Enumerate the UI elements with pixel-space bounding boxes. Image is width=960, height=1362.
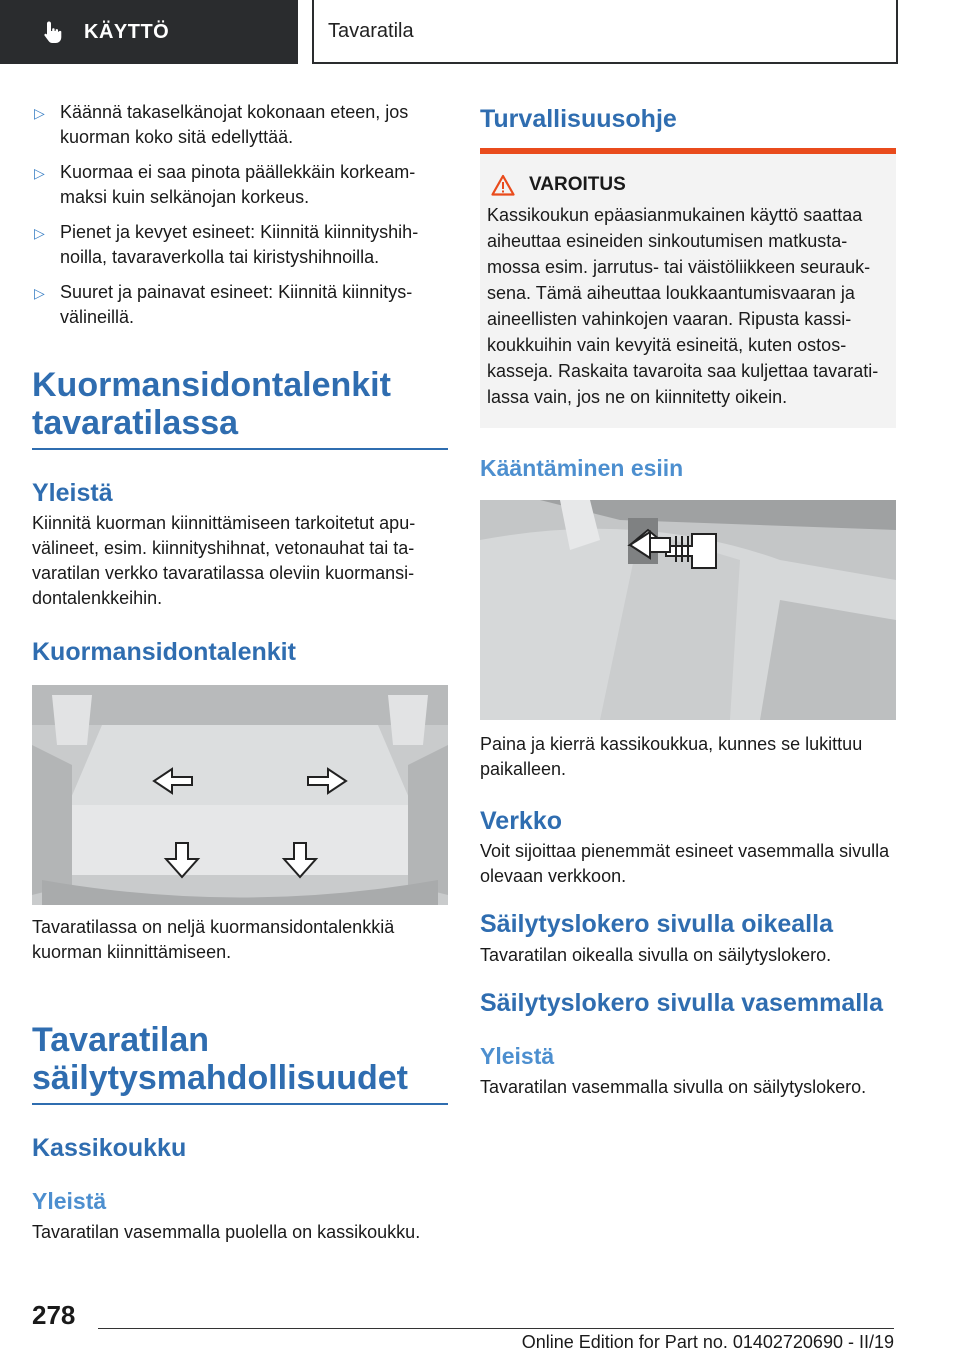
warning-title: VAROITUS <box>529 174 626 195</box>
fold-out-text: Paina ja kierrä kassikoukkua, kunnes se lukittuu paikalleen. <box>480 734 863 779</box>
warning-triangle-icon <box>491 174 515 196</box>
right-column <box>480 100 896 1100</box>
heading-general-storage: Yleistä <box>480 1043 555 1069</box>
heading-general: Yleistä <box>32 479 113 507</box>
heading-bag-hook: Kassikoukku <box>32 1134 187 1162</box>
heading-lashing-eyes: Kuormansidontalenkit tavaratilassa <box>32 366 448 450</box>
list-item: ▷ Käännä takaselkänojat kokonaan eteen, jos kuorman koko sitä edellyttää. <box>34 102 409 147</box>
heading-safety: Turvallisuusohje <box>480 105 677 133</box>
triangle-bullet-icon: ▷ <box>34 285 45 301</box>
page-number: 278 <box>32 1300 76 1330</box>
triangle-bullet-icon: ▷ <box>34 225 45 241</box>
hook-text: Tavaratilan vasemmalla puolella on kassikoukku. <box>32 1222 421 1242</box>
warning-header <box>487 174 888 196</box>
heading-net: Verkko <box>480 807 563 835</box>
heading-fold-out: Kääntäminen esiin <box>480 455 684 481</box>
footer-divider <box>98 1328 894 1329</box>
heading-lashing: Kuormansidontalenkit <box>32 638 296 666</box>
triangle-bullet-icon: ▷ <box>34 165 45 181</box>
left-column <box>32 100 448 1245</box>
bag-hook-image <box>480 500 896 720</box>
storage-left-text: Tavaratilan vasemmalla sivulla on säilytyslokero. <box>480 1077 867 1097</box>
list-item: ▷ Kuormaa ei saa pinota päällekkäin korkeammaksi kuin selkänojan korkeus. <box>34 162 416 207</box>
chapter-label: KÄYTTÖ <box>84 20 170 43</box>
image-caption: Tavaratilassa on neljä kuormansidontalenkkiä kuorman kiinnittämiseen. <box>32 917 395 962</box>
list-item: ▷ Suuret ja painavat esineet: Kiinnitä kiinnitysvälineillä. <box>34 282 413 327</box>
heading-storage-options: Tavaratilan säilytysmahdollisuudet <box>32 1021 448 1105</box>
heading-storage-right: Säilytyslokero sivulla oikealla <box>480 910 833 938</box>
net-text: Voit sijoittaa pienemmät esineet vasemmalla sivulla olevaan verkkoon. <box>480 841 890 886</box>
trunk-lashing-image <box>32 685 448 905</box>
heading-storage-left: Säilytyslokero sivulla vasemmalla <box>480 989 884 1017</box>
edition-text: Online Edition for Part no. 01402720690 - II/19 <box>521 1332 894 1352</box>
chapter-tab <box>0 0 298 64</box>
storage-right-text: Tavaratilan oikealla sivulla on säilytyslokero. <box>480 945 832 965</box>
bullet-list <box>32 100 448 330</box>
warning-text: Kassikoukun epäasianmukainen käyttö saattaa aiheuttaa esineiden sinkoutumisen matkustamossa esim. jarrutus- tai väistöliikkeen seurauksena. Tämä aiheuttaa loukkaantumisvaaran ja aineellisten vahinkojen vaaran. Ripusta kassikoukkuihin vain kevyitä esineitä, kuten ostoskasseja. Raskaita tavaroita saa kuljettaa tavaratilassa vain, jos ne on kiinnitetty oikein. <box>487 205 879 407</box>
triangle-bullet-icon: ▷ <box>34 105 45 121</box>
list-item: ▷ Pienet ja kevyet esineet: Kiinnitä kiinnityshihnoilla, tavaraverkolla tai kiristyshihnoilla. <box>34 222 419 267</box>
warning-box <box>480 148 896 428</box>
section-header <box>312 0 898 64</box>
general-text: Kiinnitä kuorman kiinnittämiseen tarkoitetut apuvälineet, esim. kiinnityshihnat, vetonauhat tai tavaratilan verkko tavaratilassa oleviin kuormansidontalenkkeihin. <box>32 513 416 608</box>
pointing-hand-icon <box>40 19 66 45</box>
section-title: Tavaratila <box>328 19 414 42</box>
heading-general-hook: Yleistä <box>32 1188 107 1214</box>
